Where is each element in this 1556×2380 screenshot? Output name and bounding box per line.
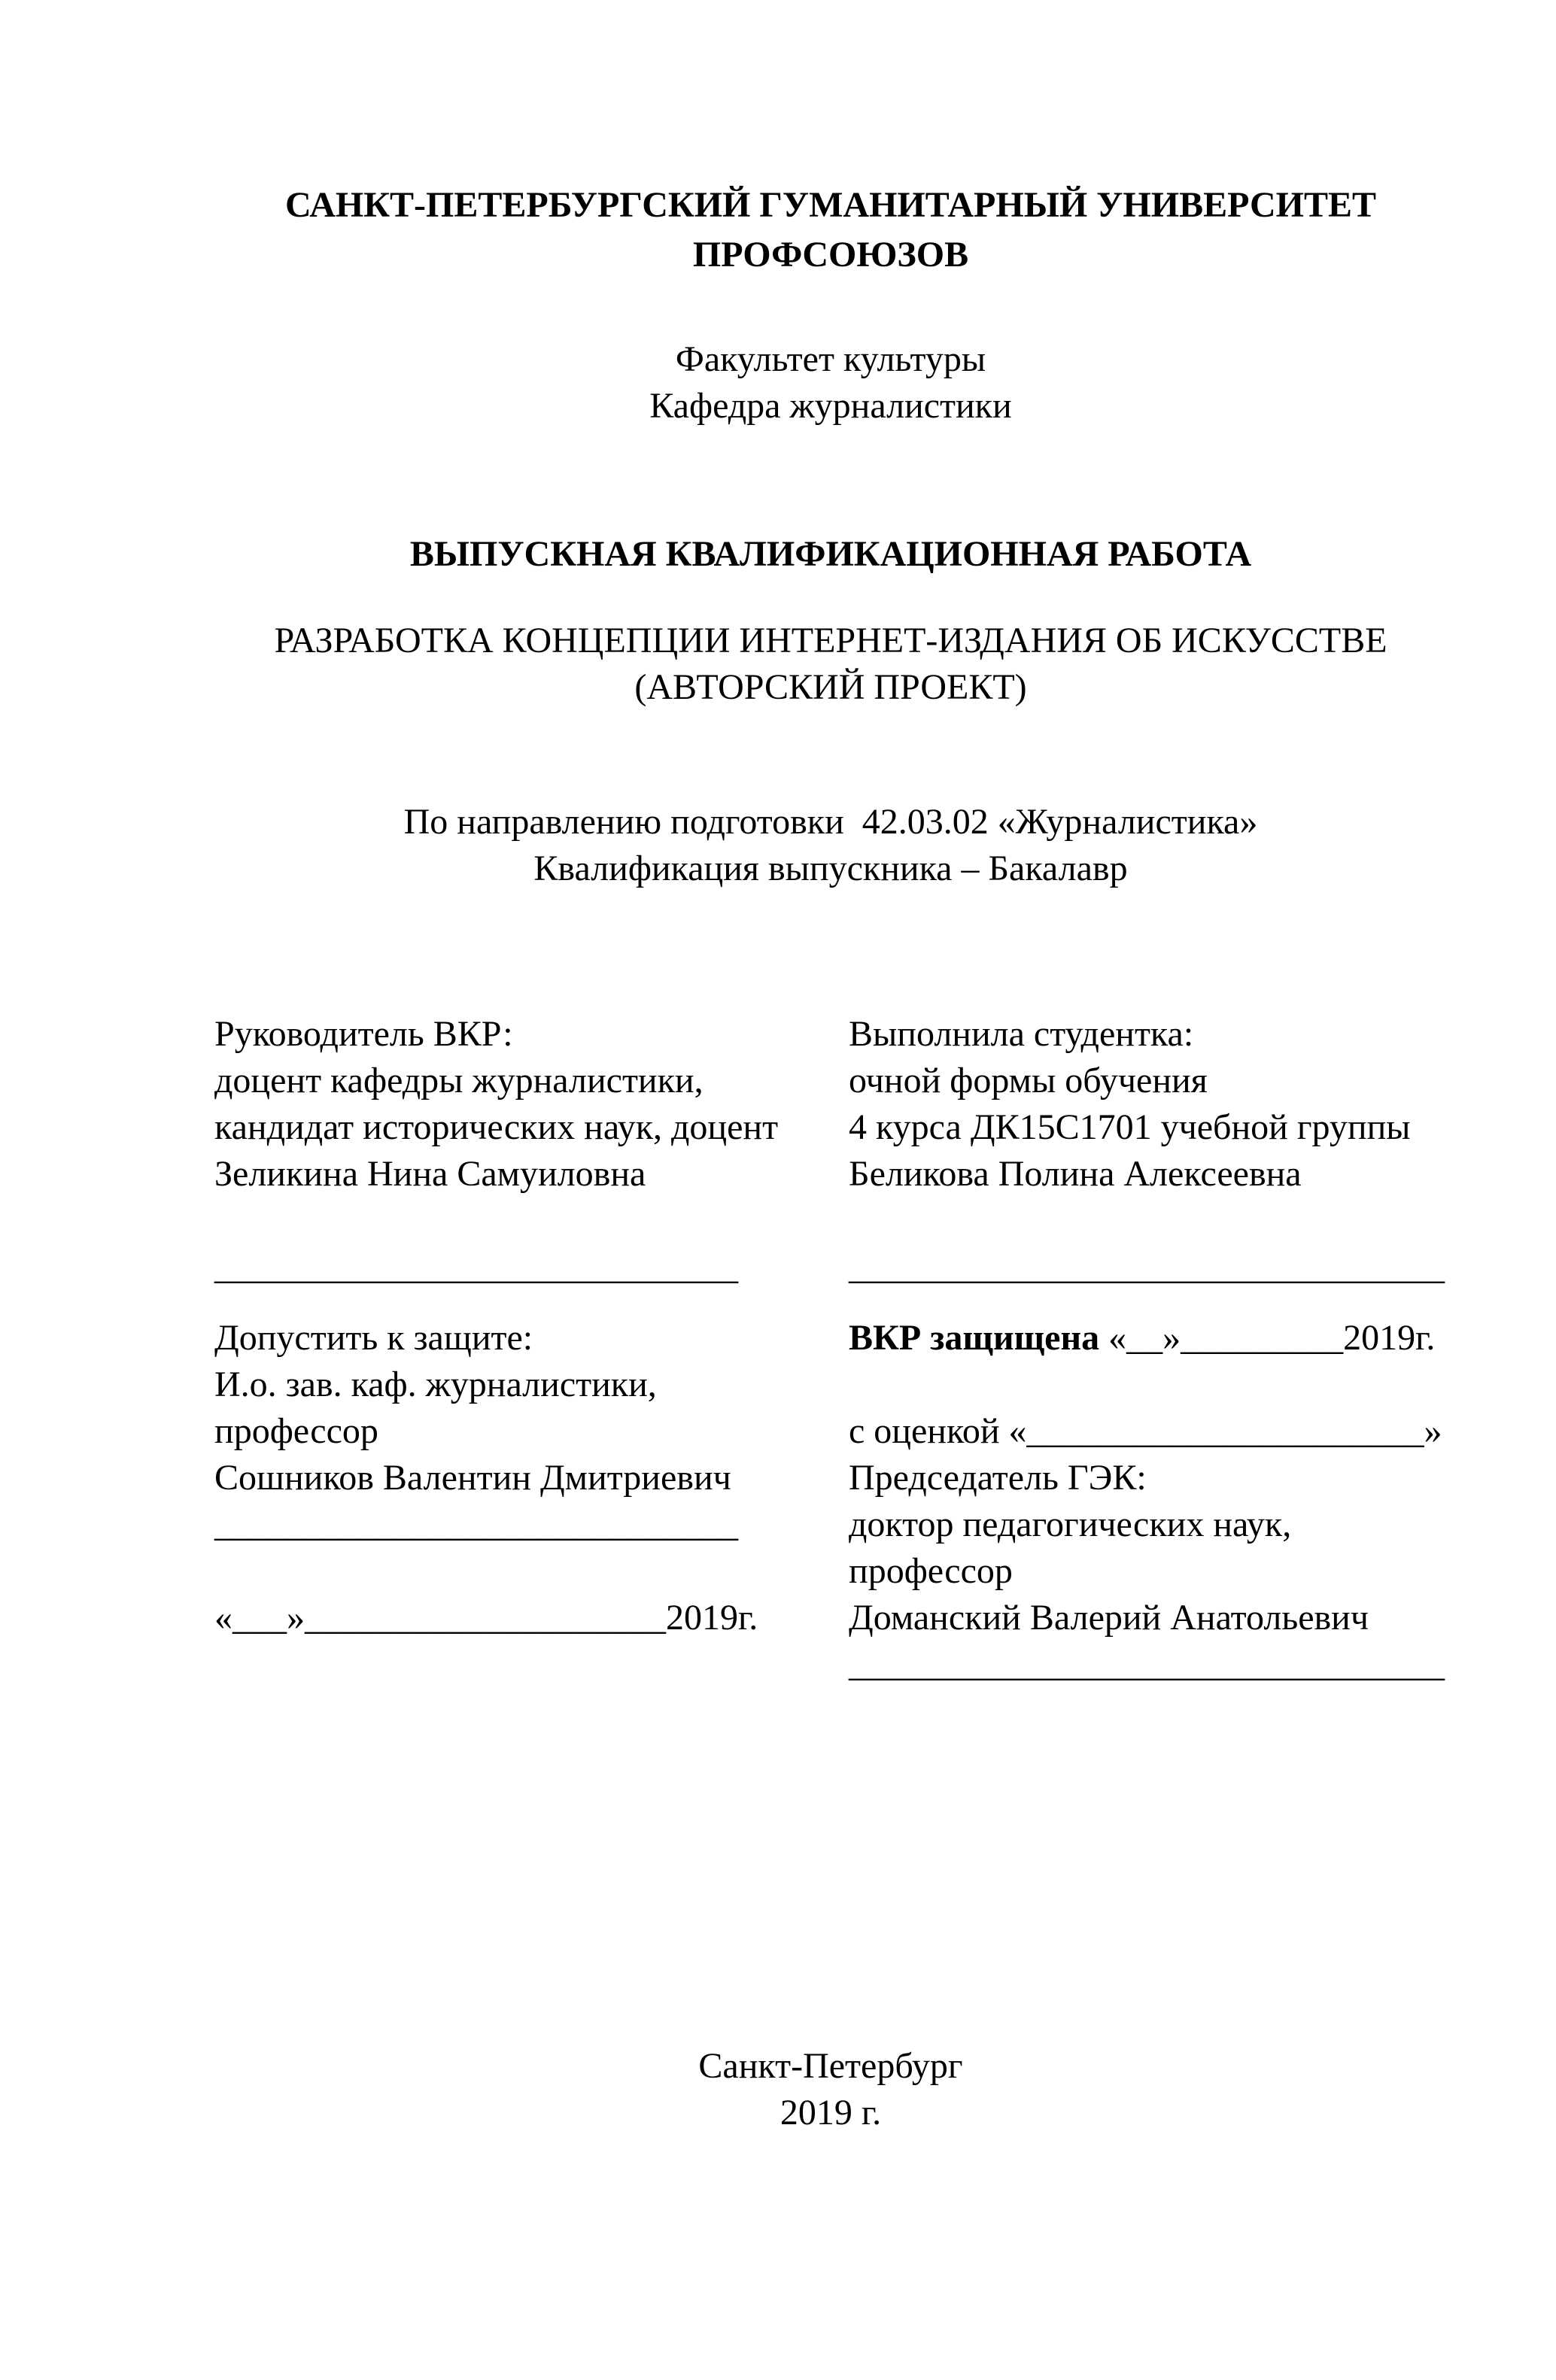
people-block (214, 1011, 1447, 1198)
document-page (0, 181, 1556, 2380)
city: Санкт-Петербург (698, 2046, 963, 2086)
year: 2019 г. (780, 2093, 882, 2133)
work-type-heading: ВЫПУСКНАЯ КВАЛИФИКАЦИОННАЯ РАБОТА (409, 534, 1252, 574)
supervisor-name: Зеликина Нина Самуиловна (214, 1154, 646, 1194)
gek-chair-degree: доктор педагогических наук, (849, 1504, 1292, 1544)
faculty-department-block (214, 336, 1447, 430)
thesis-title-line-2: (АВТОРСКИЙ ПРОЕКТ) (634, 667, 1027, 707)
blank-line (214, 1548, 849, 1595)
approval-block (214, 1315, 1447, 1688)
gek-chair-name: Доманский Валерий Анатольевич (849, 1598, 1369, 1638)
university-name-line-1: САНКТ-ПЕТЕРБУРГСКИЙ ГУМАНИТАРНЫЙ УНИВЕРСИТЕТ (284, 185, 1377, 225)
supervisor-signature-line: _____________________________ (214, 1247, 738, 1287)
thesis-title-line-1: РАЗРАБОТКА КОНЦЕПЦИИ ИНТЕРНЕТ-ИЗДАНИЯ ОБ ИСКУССТВЕ (274, 621, 1387, 660)
admission-date-line: «___»____________________2019г. (214, 1598, 758, 1638)
study-direction: По направлению подготовки 42.03.02 «Журналистика» (403, 802, 1258, 842)
supervisor-degree: кандидат исторических наук, доцент (214, 1107, 779, 1147)
supervisor-role: Руководитель ВКР: (214, 1014, 513, 1054)
admission-heading: Допустить к защите: (214, 1318, 533, 1358)
student-study-form: очной формы обучения (849, 1061, 1208, 1100)
admission-block (214, 1315, 849, 1688)
admission-name: Сошников Валентин Дмитриевич (214, 1458, 731, 1498)
supervisor-position: доцент кафедры журналистики, (214, 1061, 704, 1100)
university-name (214, 181, 1447, 280)
student-signature-line: _________________________________ (849, 1247, 1445, 1287)
student-name: Беликова Полина Алексеевна (849, 1154, 1302, 1194)
student-group: 4 курса ДК15С1701 учебной группы (849, 1107, 1411, 1147)
direction-block (214, 799, 1447, 892)
signature-row (214, 1244, 1447, 1291)
defense-grade-line: с оценкой «______________________» (849, 1411, 1442, 1451)
gek-chair-rank: профессор (849, 1551, 1013, 1591)
student-block (849, 1011, 1447, 1198)
defense-defended-label: ВКР защищена (849, 1318, 1100, 1358)
department-name: Кафедра журналистики (649, 386, 1012, 426)
admission-position: И.о. зав. каф. журналистики, (214, 1365, 657, 1404)
supervisor-block (214, 1011, 849, 1198)
page-content (0, 181, 1556, 2136)
defense-block (849, 1315, 1447, 1688)
student-role: Выполнила студентка: (849, 1014, 1194, 1054)
thesis-title (214, 618, 1447, 711)
gek-chair-heading: Председатель ГЭК: (849, 1458, 1147, 1498)
admission-signature-line: _____________________________ (214, 1504, 738, 1544)
defense-defended-date: «__»_________2019г. (1099, 1318, 1436, 1358)
admission-rank: профессор (214, 1411, 378, 1451)
footer-block (214, 2043, 1447, 2136)
blank-line (849, 1362, 1447, 1408)
faculty-name: Факультет культуры (675, 339, 986, 379)
university-name-line-2: ПРОФСОЮЗОВ (692, 235, 969, 275)
defense-signature-line: _________________________________ (849, 1644, 1445, 1684)
defense-defended-line (849, 1315, 1447, 1362)
qualification: Квалификация выпускника – Бакалавр (533, 848, 1128, 888)
